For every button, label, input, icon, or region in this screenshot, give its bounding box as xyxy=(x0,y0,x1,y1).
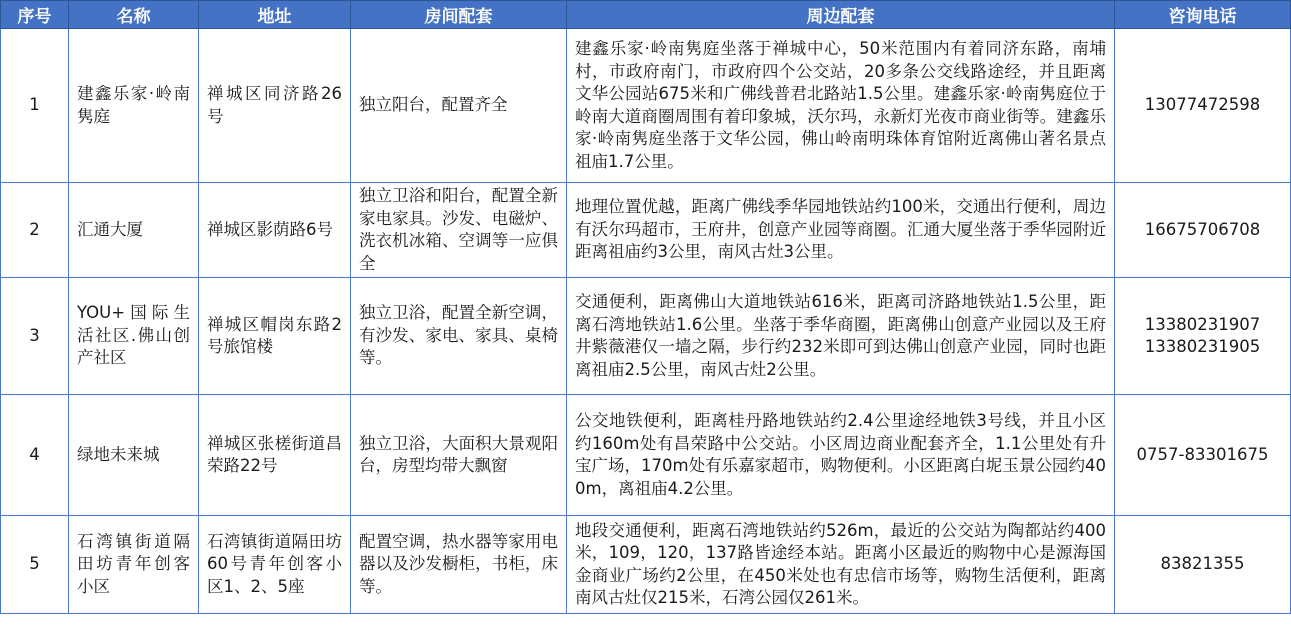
row-phone xyxy=(1115,516,1291,614)
row-no: 3 xyxy=(1,278,69,395)
row-address: 禅城区影荫路6号 xyxy=(199,183,351,278)
phone-number: 13077472598 xyxy=(1144,95,1261,115)
header-no: 序号 xyxy=(1,1,69,29)
row-name: YOU+国际生活社区.佛山创产社区 xyxy=(69,278,199,395)
row-surroundings: 地段交通便利，距离石湾地铁站约526m，最近的公交站为陶都站约400米，109，120，137路皆途经本站。距离小区最近的购物中心是源海国金商业广场约2公里，在450米处也有忠信市场等，购物生活便利，距离南风古灶仅215米，石湾公园仅261米。 xyxy=(567,516,1115,614)
row-name: 汇通大厦 xyxy=(69,183,199,278)
phone-number: 0757-83301675 xyxy=(1136,444,1269,464)
phone-number-secondary: 13380231905 xyxy=(1144,337,1261,356)
header-row xyxy=(1,1,1291,29)
phone-number: 83821355 xyxy=(1160,554,1245,574)
header-room: 房间配套 xyxy=(351,1,567,29)
row-phone xyxy=(1115,29,1291,183)
table-row xyxy=(1,183,1291,278)
row-address: 禅城区帽岗东路2号旅馆楼 xyxy=(199,278,351,395)
row-surroundings: 交通便利，距离佛山大道地铁站616米，距离司济路地铁站1.5公里，距离石湾地铁站1.6公里。坐落于季华商圈，距离佛山创意产业园以及王府井紫薇港仅一墙之隔，步行约232米即可到达佛山创意产业园，同时也距离祖庙2.5公里，南风古灶2公里。 xyxy=(567,278,1115,395)
table-row xyxy=(1,516,1291,614)
row-name: 绿地未来城 xyxy=(69,395,199,516)
row-name: 建鑫乐家·岭南隽庭 xyxy=(69,29,199,183)
row-room: 独立卫浴，大面积大景观阳台，房型均带大飘窗 xyxy=(351,395,567,516)
phone-number: 13380231907 xyxy=(1144,314,1261,334)
row-phone xyxy=(1115,278,1291,395)
row-room: 独立阳台，配置齐全 xyxy=(351,29,567,183)
row-surroundings: 公交地铁便利，距离桂丹路地铁站约2.4公里途经地铁3号线，并且小区约160m处有昌荣路中公交站。小区周边商业配套齐全，1.1公里处有升宝广场，170m处有乐嘉家超市，购物便利。小区距离白坭玉景公园约400m，离祖庙4.2公里。 xyxy=(567,395,1115,516)
table-row xyxy=(1,278,1291,395)
row-no: 1 xyxy=(1,29,69,183)
row-no: 5 xyxy=(1,516,69,614)
row-surroundings: 建鑫乐家·岭南隽庭坐落于禅城中心，50米范围内有着同济东路，南埔村，市政府南门，市政府四个公交站，20多条公交线路途经，并且距离文华公园站675米和广佛线普君北路站1.5公里。建鑫乐家·岭南隽庭位于岭南大道商圈周围有着印象城，沃尔玛，永新灯光夜市商业街等。建鑫乐家·岭南隽庭坐落于文华公园，佛山岭南明珠体育馆附近离佛山著名景点祖庙1.7公里。 xyxy=(567,29,1115,183)
row-address: 禅城区同济路26号 xyxy=(199,29,351,183)
row-no: 2 xyxy=(1,183,69,278)
header-phone: 咨询电话 xyxy=(1115,1,1291,29)
row-address: 石湾镇街道隔田坊60号青年创客小区1、2、5座 xyxy=(199,516,351,614)
phone-number: 16675706708 xyxy=(1144,219,1261,239)
header-address: 地址 xyxy=(199,1,351,29)
row-phone xyxy=(1115,395,1291,516)
header-name: 名称 xyxy=(69,1,199,29)
row-name: 石湾镇街道隔田坊青年创客小区 xyxy=(69,516,199,614)
row-room: 独立卫浴，配置全新空调，有沙发、家电、家具、桌椅等。 xyxy=(351,278,567,395)
row-no: 4 xyxy=(1,395,69,516)
row-room: 配置空调，热水器等家用电器以及沙发橱柜，书柜，床等。 xyxy=(351,516,567,614)
table-row xyxy=(1,29,1291,183)
row-phone xyxy=(1115,183,1291,278)
row-surroundings: 地理位置优越，距离广佛线季华园地铁站约100米，交通出行便利，周边有沃尔玛超市，王府井，创意产业园等商圈。汇通大厦坐落于季华园附近距离祖庙约3公里，南风古灶3公里。 xyxy=(567,183,1115,278)
table-row xyxy=(1,395,1291,516)
row-room: 独立卫浴和阳台，配置全新家电家具。沙发、电磁炉、洗衣机冰箱、空调等一应俱全 xyxy=(351,183,567,278)
row-address: 禅城区张槎街道昌荣路22号 xyxy=(199,395,351,516)
header-surroundings: 周边配套 xyxy=(567,1,1115,29)
